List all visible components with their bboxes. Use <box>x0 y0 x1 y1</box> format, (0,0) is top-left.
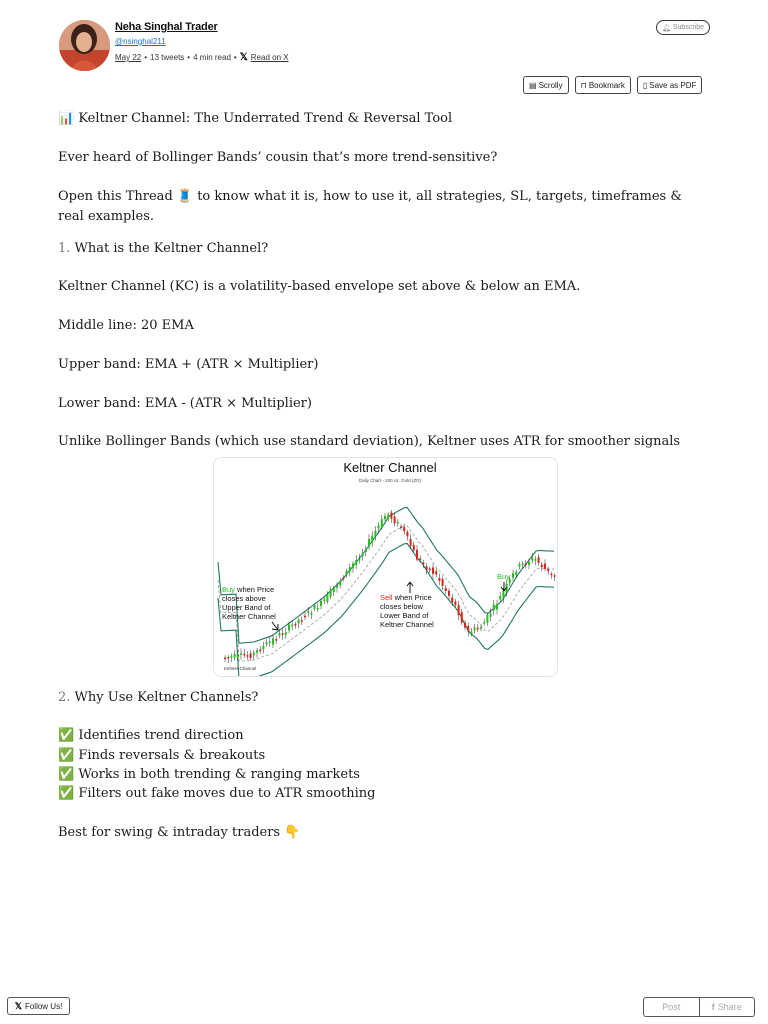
document-icon: ▯ <box>642 80 648 90</box>
candle-body <box>464 623 466 628</box>
candle-body <box>544 564 546 569</box>
candle-body <box>477 628 479 630</box>
candle-body <box>234 654 236 658</box>
candle-body <box>496 604 498 610</box>
candle-body <box>432 568 434 574</box>
author-name[interactable]: Neha Singhal Trader <box>115 21 218 33</box>
candle-body <box>237 654 239 657</box>
candle-body <box>269 641 271 643</box>
follow-us-button[interactable] <box>7 997 70 1015</box>
bell-icon: 🔔︎ <box>661 24 671 32</box>
candle-body <box>250 653 252 658</box>
candle-body <box>502 591 504 598</box>
scrolly-button[interactable] <box>523 76 569 94</box>
candle-body <box>294 624 296 626</box>
candle-body <box>301 620 303 622</box>
candle-body <box>528 562 530 565</box>
candle-body <box>467 626 469 632</box>
chart-subtitle: Daily Chart - 100 oz. Gold (ZG) <box>358 478 422 483</box>
candle-body <box>307 611 309 613</box>
benefit-item: ✅ Identifies trend direction <box>58 728 244 743</box>
candle-body <box>262 646 264 650</box>
thread-meta <box>115 52 289 63</box>
candle-body <box>522 564 524 566</box>
separator-dot: • <box>144 53 148 62</box>
candle-body <box>326 594 328 602</box>
author-handle[interactable]: @nsinghal211 <box>115 37 166 46</box>
candle-body <box>442 579 444 586</box>
upper-band-text: Upper band: EMA + (ATR × Multiplier) <box>58 357 319 372</box>
candle-body <box>454 601 456 605</box>
candle-body <box>320 601 322 606</box>
candle-body <box>330 590 332 597</box>
candle-body <box>378 525 380 528</box>
facebook-icon: f <box>711 1002 715 1012</box>
section-number: 2. <box>58 690 71 705</box>
candle-body <box>246 655 248 657</box>
subscribe-label: Subscribe <box>672 24 705 31</box>
scrolly-label: Scrolly <box>538 80 563 90</box>
candle-body <box>288 625 290 631</box>
candle-body <box>499 596 501 599</box>
candle-body <box>384 516 386 519</box>
share-bar <box>643 997 755 1017</box>
candle-body <box>243 654 245 656</box>
read-time: 4 min read <box>193 53 231 62</box>
candle-body <box>240 653 242 655</box>
section-number: 1. <box>58 241 71 256</box>
candle-body <box>445 588 447 591</box>
candle-body <box>550 574 552 576</box>
candle-body <box>429 569 431 571</box>
follow-us-label: Follow Us! <box>24 1001 63 1011</box>
save-pdf-label: Save as PDF <box>649 80 697 90</box>
sell-line: when Price <box>392 593 432 602</box>
candle-body <box>381 519 383 527</box>
benefit-item: ✅ Finds reversals & breakouts <box>58 748 266 763</box>
candle-body <box>397 522 399 524</box>
benefit-item: ✅ Works in both trending & ranging markets <box>58 767 360 782</box>
candle-body <box>534 559 536 561</box>
candle-body <box>410 539 412 546</box>
candle-body <box>371 536 373 543</box>
candle-body <box>406 532 408 537</box>
candle-body <box>224 658 226 660</box>
buy-arrow-icon <box>272 622 278 630</box>
separator-dot: • <box>187 53 191 62</box>
sell-line: Lower Band of <box>380 611 429 620</box>
candle-body <box>342 577 344 579</box>
sell-annotation <box>380 593 434 629</box>
buy-line: Keltner Channel <box>222 612 276 621</box>
candle-body <box>518 564 520 566</box>
section-title: What is the Keltner Channel? <box>70 241 269 256</box>
candle-body <box>346 571 348 574</box>
share-label: Share <box>717 1002 742 1012</box>
section-heading-1 <box>58 239 708 259</box>
candle-body <box>512 573 514 577</box>
candle-body <box>458 605 460 615</box>
candle-body <box>368 539 370 546</box>
candle-body <box>285 632 287 635</box>
candle-body <box>266 642 268 644</box>
candle-body <box>474 627 476 630</box>
candle-body <box>365 550 367 552</box>
buy-word: Buy <box>222 585 235 594</box>
x-logo-icon: 𝕏 <box>239 52 248 63</box>
candle-body <box>403 527 405 531</box>
separator-dot: • <box>233 53 237 62</box>
candle-body <box>336 585 338 587</box>
candle-body <box>304 616 306 618</box>
candle-body <box>461 612 463 622</box>
candle-body <box>541 564 543 567</box>
sell-arrow-icon <box>407 582 413 593</box>
sell-word: Sell <box>380 593 393 602</box>
candle-body <box>352 564 354 569</box>
chart-title: Keltner Channel <box>343 460 437 475</box>
candle-body <box>339 581 341 585</box>
candle-body <box>486 615 488 623</box>
candle-body <box>272 638 274 644</box>
candle-body <box>278 633 280 636</box>
candle-body <box>275 639 277 641</box>
candle-body <box>314 606 316 609</box>
candle-body <box>358 559 360 561</box>
candle-body <box>374 531 376 536</box>
open-thread-text: Open this Thread 🧵 to know what it is, how to use it, all strategies, SL, targets, timeframes & real examples. <box>58 189 687 224</box>
sell-line: Keltner Channel <box>380 620 434 629</box>
candle-body <box>419 558 421 560</box>
bookmark-label: Bookmark <box>588 80 625 90</box>
candle-body <box>259 650 261 652</box>
candle-body <box>227 657 229 659</box>
candle-body <box>387 514 389 518</box>
candle-body <box>253 653 255 656</box>
author-avatar[interactable] <box>59 20 110 71</box>
candle-body <box>525 563 527 565</box>
candle-body <box>390 513 392 519</box>
candle-body <box>333 587 335 591</box>
candle-body <box>538 557 540 563</box>
candle-body <box>310 613 312 615</box>
candle-body <box>291 625 293 627</box>
post-button[interactable] <box>644 998 699 1016</box>
avatar-photo <box>59 20 110 71</box>
candle-body <box>230 656 232 658</box>
candle-body <box>554 575 556 577</box>
candle-body <box>451 597 453 602</box>
candle-body <box>282 633 284 635</box>
candle-body <box>416 550 418 560</box>
buy-line: Upper Band of <box>222 603 271 612</box>
sell-line: closes below <box>380 602 423 611</box>
keltner-chart-image[interactable] <box>213 457 558 677</box>
comparison-text: Unlike Bollinger Bands (which use standard deviation), Keltner uses ATR for smoother signals <box>58 434 681 449</box>
post-date[interactable]: May 22 <box>115 53 142 62</box>
bookmark-button[interactable] <box>575 76 631 94</box>
section-heading-2 <box>58 688 708 708</box>
article-toolbar <box>523 76 702 94</box>
candle-body <box>349 567 351 571</box>
candle-body <box>531 557 533 560</box>
keltner-chart-svg <box>214 458 557 676</box>
candle-body <box>515 572 517 575</box>
film-icon: ▤ <box>529 80 537 90</box>
thread-title: 📊 Keltner Channel: The Underrated Trend & Reversal Tool <box>58 111 453 126</box>
buy-label-2: Buy <box>497 572 510 581</box>
middle-line-text: Middle line: 20 EMA <box>58 318 194 333</box>
definition-text: Keltner Channel (KC) is a volatility-based envelope set above & below an EMA. <box>58 279 581 294</box>
candle-body <box>362 553 364 556</box>
lower-band-text: Lower band: EMA - (ATR × Multiplier) <box>58 396 312 411</box>
share-button[interactable] <box>699 998 755 1016</box>
candle-body <box>483 622 485 624</box>
candle-body <box>480 627 482 629</box>
candle-body <box>394 516 396 523</box>
subscribe-button[interactable] <box>656 20 710 35</box>
tweet-count: 13 tweets <box>150 53 185 62</box>
candle-body <box>400 526 402 528</box>
x-logo-icon: 𝕏 <box>14 1000 22 1011</box>
post-label: Post <box>662 1002 681 1012</box>
candle-body <box>426 566 428 569</box>
candle-body <box>413 545 415 550</box>
closing-text: Best for swing & intraday traders 👇 <box>58 825 301 840</box>
candle-body <box>493 604 495 610</box>
candle-body <box>547 569 549 572</box>
candle-body <box>470 632 472 635</box>
candle-body <box>438 578 440 581</box>
chart-legend: Keltner Channel <box>224 666 257 671</box>
candle-body <box>448 591 450 596</box>
candle-body <box>323 599 325 601</box>
buy-annotation <box>222 585 276 621</box>
candle-body <box>355 560 357 565</box>
buy-line: when Price <box>234 585 275 594</box>
buy-line: closes above <box>222 594 266 603</box>
benefit-item: ✅ Filters out fake moves due to ATR smoothing <box>58 786 376 801</box>
candle-body <box>317 608 319 610</box>
candle-body <box>435 571 437 574</box>
candle-body <box>298 620 300 623</box>
candle-body <box>490 613 492 617</box>
save-pdf-button[interactable] <box>637 76 703 94</box>
section-title: Why Use Keltner Channels? <box>70 690 259 705</box>
candle-body <box>422 562 424 564</box>
candle-body <box>256 650 258 652</box>
intro-text: Ever heard of Bollinger Bands’ cousin that’s more trend-sensitive? <box>58 150 498 165</box>
bookmark-icon: ⊓ <box>580 80 587 90</box>
read-on-x-link[interactable]: Read on X <box>250 53 289 62</box>
